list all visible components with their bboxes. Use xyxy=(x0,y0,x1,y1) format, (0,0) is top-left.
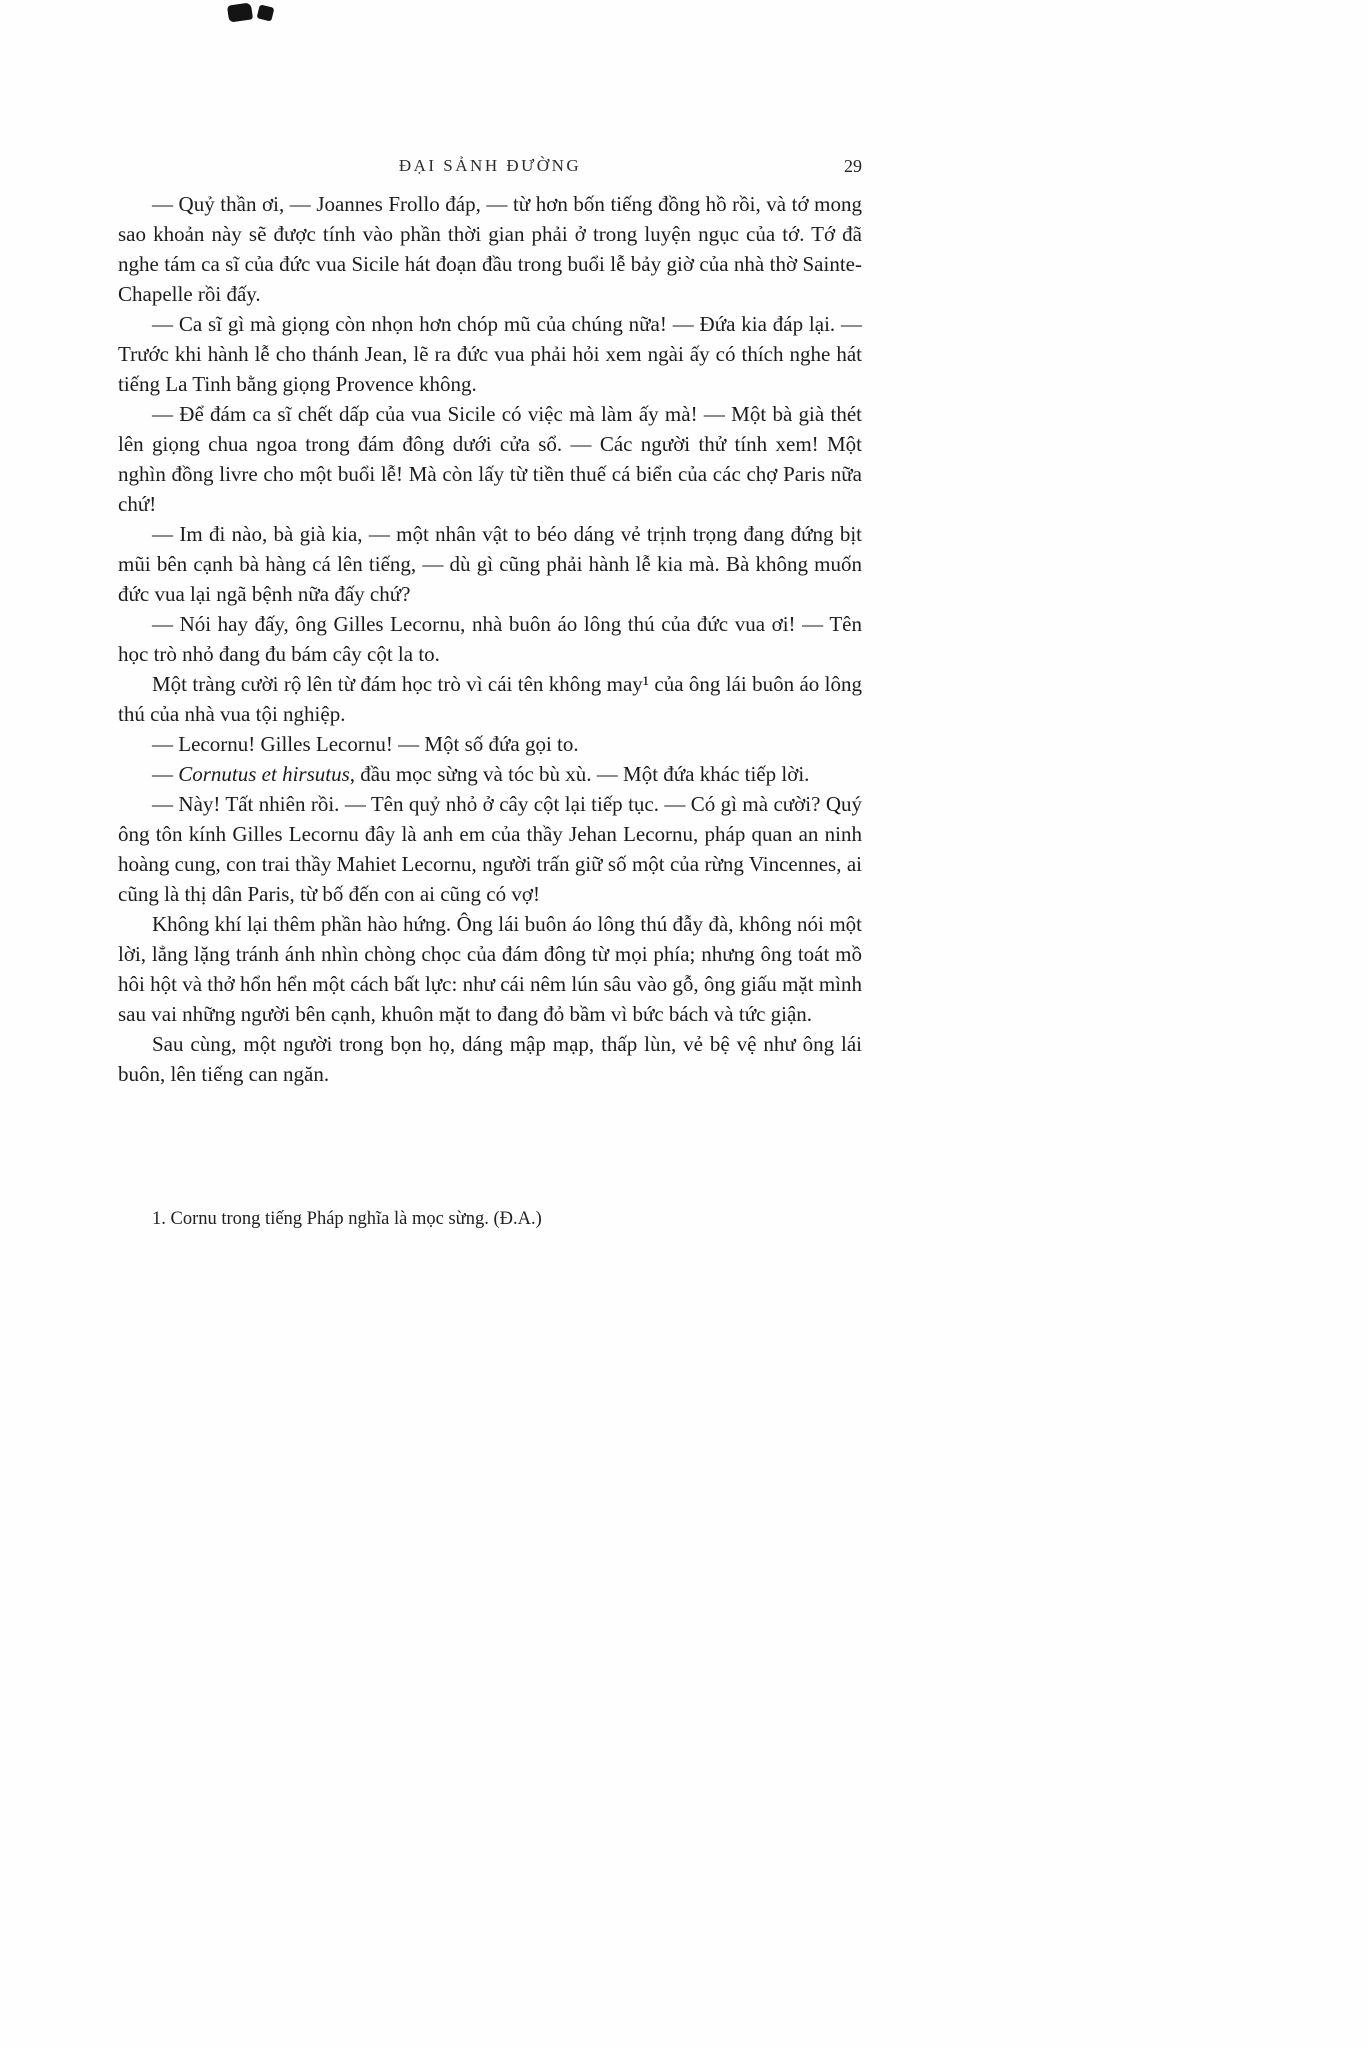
paragraph: — Ca sĩ gì mà giọng còn nhọn hơn chóp mũ của chúng nữa! — Đứa kia đáp lại. — Trước khi hành lễ cho thánh Jean, lẽ ra đức vua phải hỏi xem ngài ấy có thích nghe hát tiếng La Tinh bằng giọng Provence không. xyxy=(118,312,862,396)
latin-phrase: Cornutus et hirsutus xyxy=(178,762,350,786)
footnote xyxy=(152,1206,862,1232)
scan-artifact xyxy=(257,4,275,21)
paragraph: — Nói hay đấy, ông Gilles Lecornu, nhà buôn áo lông thú của đức vua ơi! — Tên học trò nhỏ đang đu bám cây cột la to. xyxy=(118,612,862,666)
paragraph: Một tràng cười rộ lên từ đám học trò vì cái tên không may¹ của ông lái buôn áo lông thú của nhà vua tội nghiệp. xyxy=(118,672,862,726)
body-text xyxy=(118,189,862,1089)
paragraph: — Quỷ thần ơi, — Joannes Frollo đáp, — từ hơn bốn tiếng đồng hồ rồi, và tớ mong sao khoản này sẽ được tính vào phần thời gian phải ở trong luyện ngục của tớ. Tớ đã nghe tám ca sĩ của đức vua Sicile hát đoạn đầu trong buổi lễ bảy giờ của nhà thờ Sainte-Chapelle rồi đấy. xyxy=(118,192,862,306)
page-number: 29 xyxy=(844,156,862,176)
paragraph-segment: , đầu mọc sừng và tóc bù xù. — Một đứa khác tiếp lời. xyxy=(349,762,810,786)
paragraph: — Để đám ca sĩ chết dấp của vua Sicile có việc mà làm ấy mà! — Một bà già thét lên giọng chua ngoa trong đám đông dưới cửa sổ. — Các người thử tính xem! Một nghìn đồng livre cho một buổi lễ! Mà còn lấy từ tiền thuế cá biển của các chợ Paris nữa chứ! xyxy=(118,402,862,516)
scan-artifact xyxy=(227,2,253,22)
page-header xyxy=(118,156,862,182)
paragraph: Sau cùng, một người trong bọn họ, dáng mập mạp, thấp lùn, vẻ bệ vệ như ông lái buôn, lên tiếng can ngăn. xyxy=(118,1032,862,1086)
paragraph: — Này! Tất nhiên rồi. — Tên quỷ nhỏ ở cây cột lại tiếp tục. — Có gì mà cười? Quý ông tôn kính Gilles Lecornu đây là anh em của thầy Jehan Lecornu, pháp quan an ninh hoàng cung, con trai thầy Mahiet Lecornu, người trấn giữ số một của rừng Vincennes, ai cũng là thị dân Paris, từ bố đến con ai cũng có vợ! xyxy=(118,792,862,906)
paragraph: — Im đi nào, bà già kia, — một nhân vật to béo dáng vẻ trịnh trọng đang đứng bịt mũi bên cạnh bà hàng cá lên tiếng, — dù gì cũng phải hành lễ kia mà. Bà không muốn đức vua lại ngã bệnh nữa đấy chứ? xyxy=(118,522,862,606)
paragraph: — Lecornu! Gilles Lecornu! — Một số đứa gọi to. xyxy=(152,732,579,756)
paragraph-segment: — xyxy=(152,762,179,786)
footnote-text: 1. Cornu trong tiếng Pháp nghĩa là mọc sừng. (Đ.A.) xyxy=(152,1209,542,1229)
paragraph: Không khí lại thêm phần hào hứng. Ông lái buôn áo lông thú đẫy đà, không nói một lời, lẳng lặng tránh ánh nhìn chòng chọc của đám đông từ mọi phía; nhưng ông toát mồ hôi hột và thở hổn hển một cách bất lực: như cái nêm lún sâu vào gỗ, ông giấu mặt mình sau vai những người bên cạnh, khuôn mặt to đang đỏ bầm vì bức bách và tức giận. xyxy=(118,912,862,1026)
paragraph xyxy=(118,759,862,789)
running-title: ĐẠI SẢNH ĐƯỜNG xyxy=(398,156,582,175)
